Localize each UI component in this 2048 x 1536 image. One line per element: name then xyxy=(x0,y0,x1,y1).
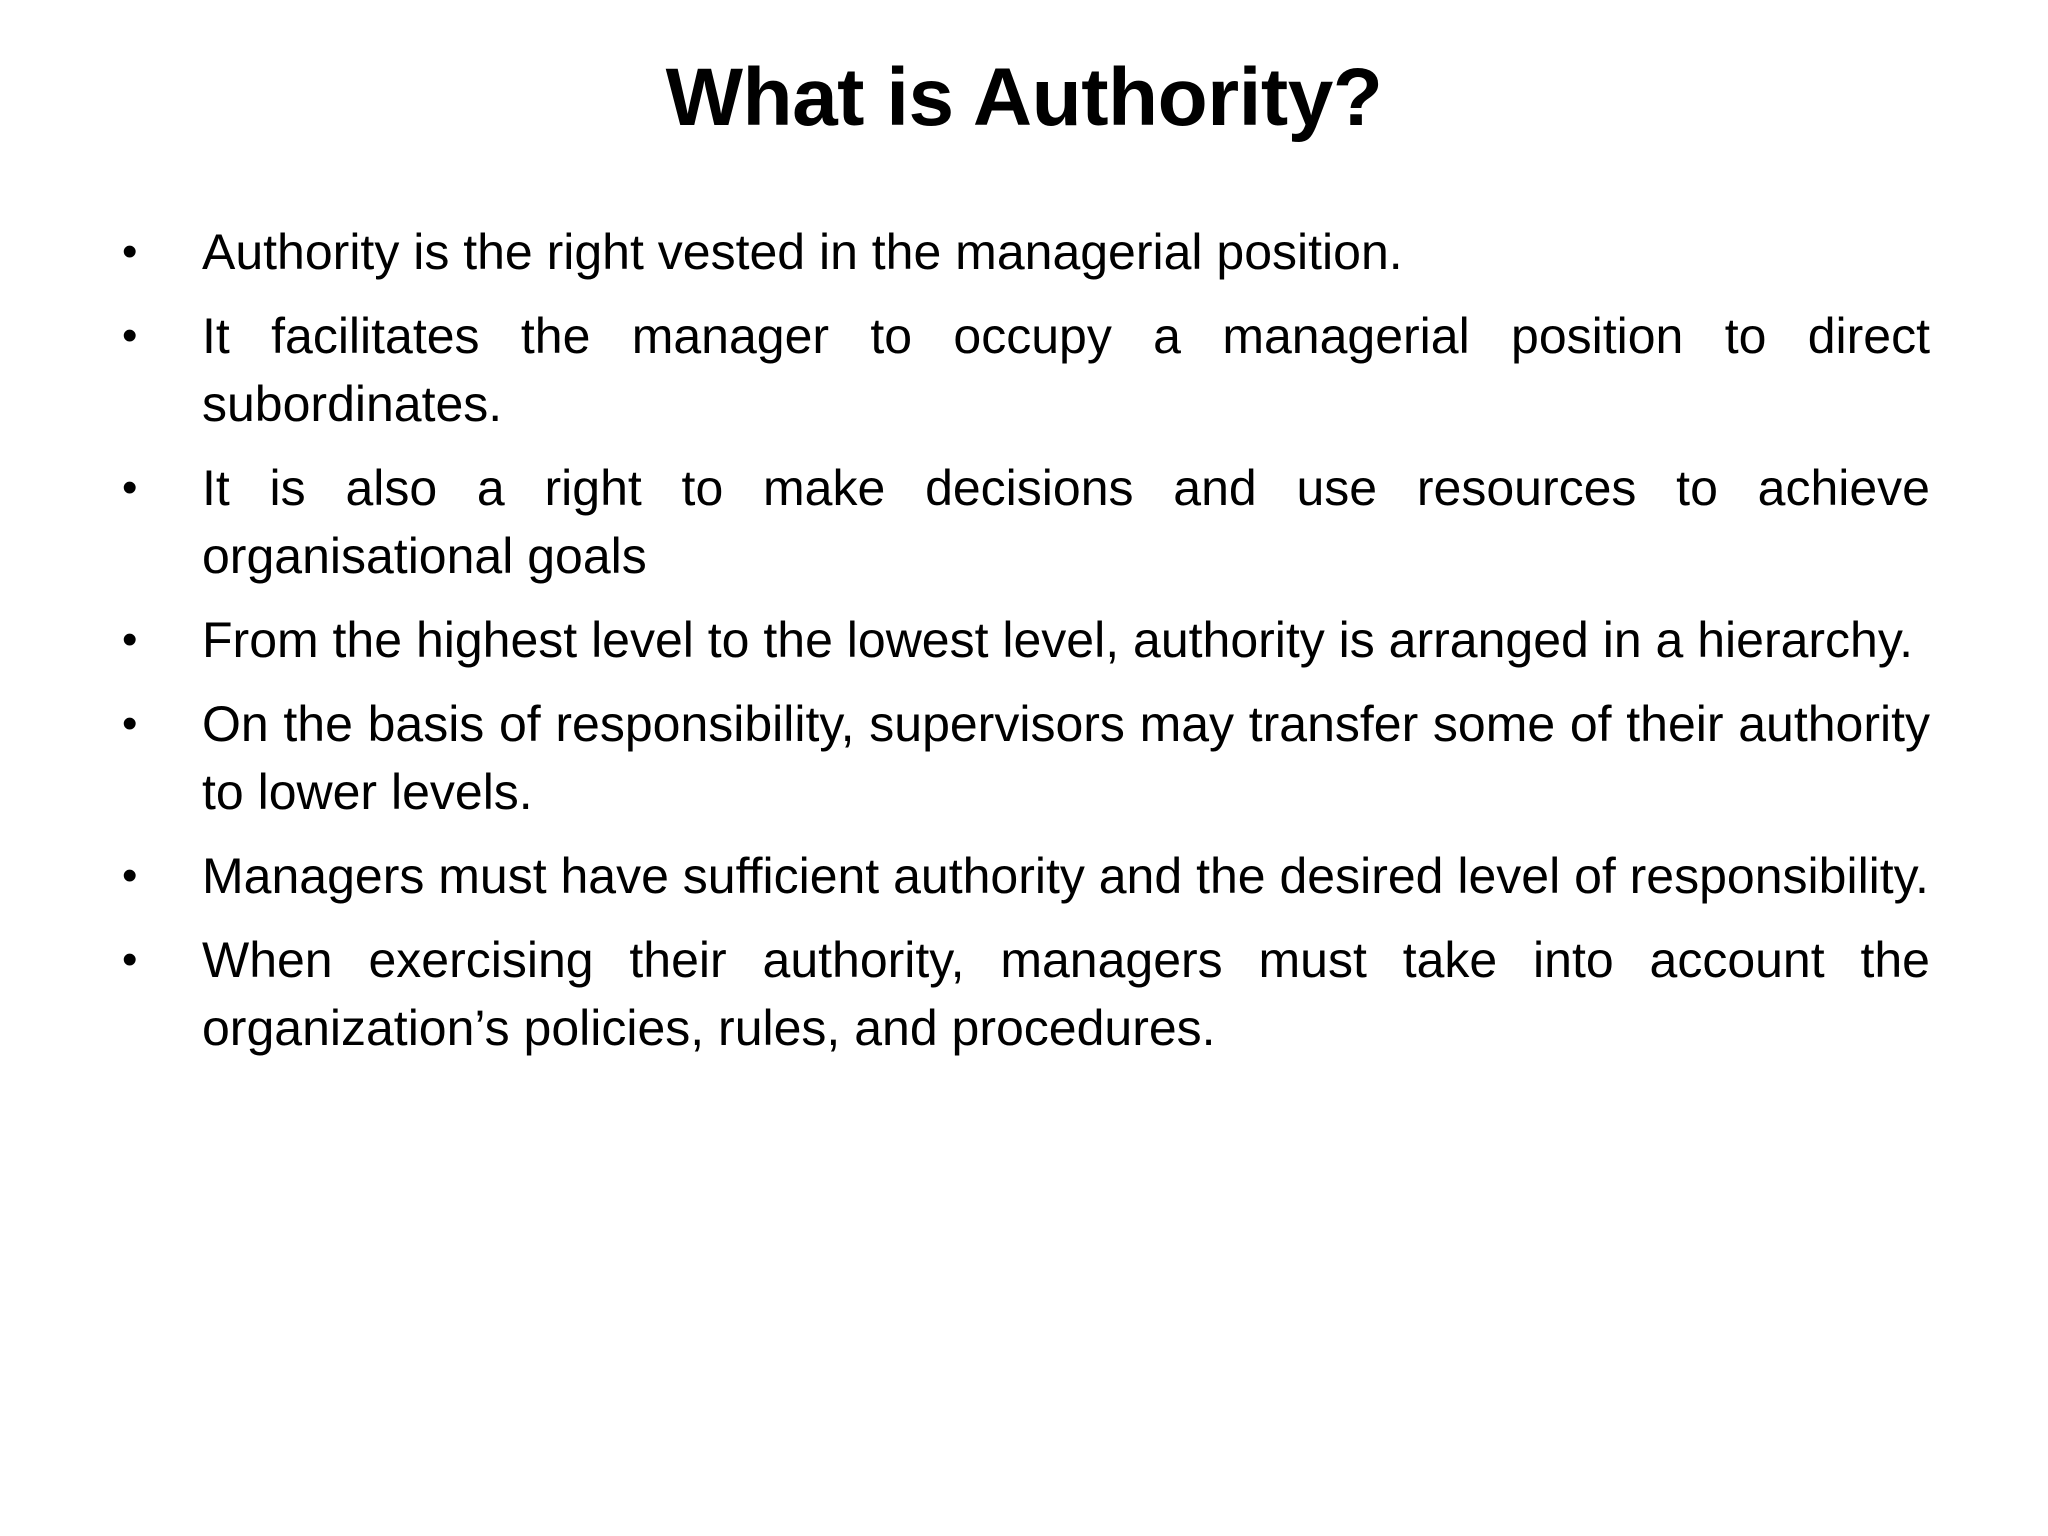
bullet-list xyxy=(122,218,1930,1078)
bullet-dot-icon: • xyxy=(122,227,138,276)
bullet-item xyxy=(122,302,1930,438)
bullet-dot-icon: • xyxy=(122,851,138,900)
bullet-text: On the basis of responsibility, supervisors may transfer some of their authority to lower levels. xyxy=(202,696,1930,820)
bullet-text: When exercising their authority, managers must take into account the organization’s policies, rules, and procedures. xyxy=(202,932,1930,1056)
bullet-dot-icon: • xyxy=(122,615,138,664)
bullet-item xyxy=(122,218,1930,286)
bullet-text: From the highest level to the lowest level, authority is arranged in a hierarchy. xyxy=(202,612,1914,668)
bullet-dot-icon: • xyxy=(122,935,138,984)
bullet-item xyxy=(122,690,1930,826)
slide-title: What is Authority? xyxy=(665,52,1383,143)
bullet-text: It facilitates the manager to occupy a managerial position to direct subordinates. xyxy=(202,308,1930,432)
bullet-dot-icon: • xyxy=(122,463,138,512)
bullet-dot-icon: • xyxy=(122,311,138,360)
bullet-text: It is also a right to make decisions and use resources to achieve organisational goals xyxy=(202,460,1930,584)
bullet-text: Managers must have sufficient authority and the desired level of responsibility. xyxy=(202,848,1929,904)
bullet-item xyxy=(122,454,1930,590)
bullet-item xyxy=(122,926,1930,1062)
bullet-text: Authority is the right vested in the managerial position. xyxy=(202,224,1403,280)
bullet-item xyxy=(122,842,1930,910)
bullet-dot-icon: • xyxy=(122,699,138,748)
bullet-item xyxy=(122,606,1930,674)
